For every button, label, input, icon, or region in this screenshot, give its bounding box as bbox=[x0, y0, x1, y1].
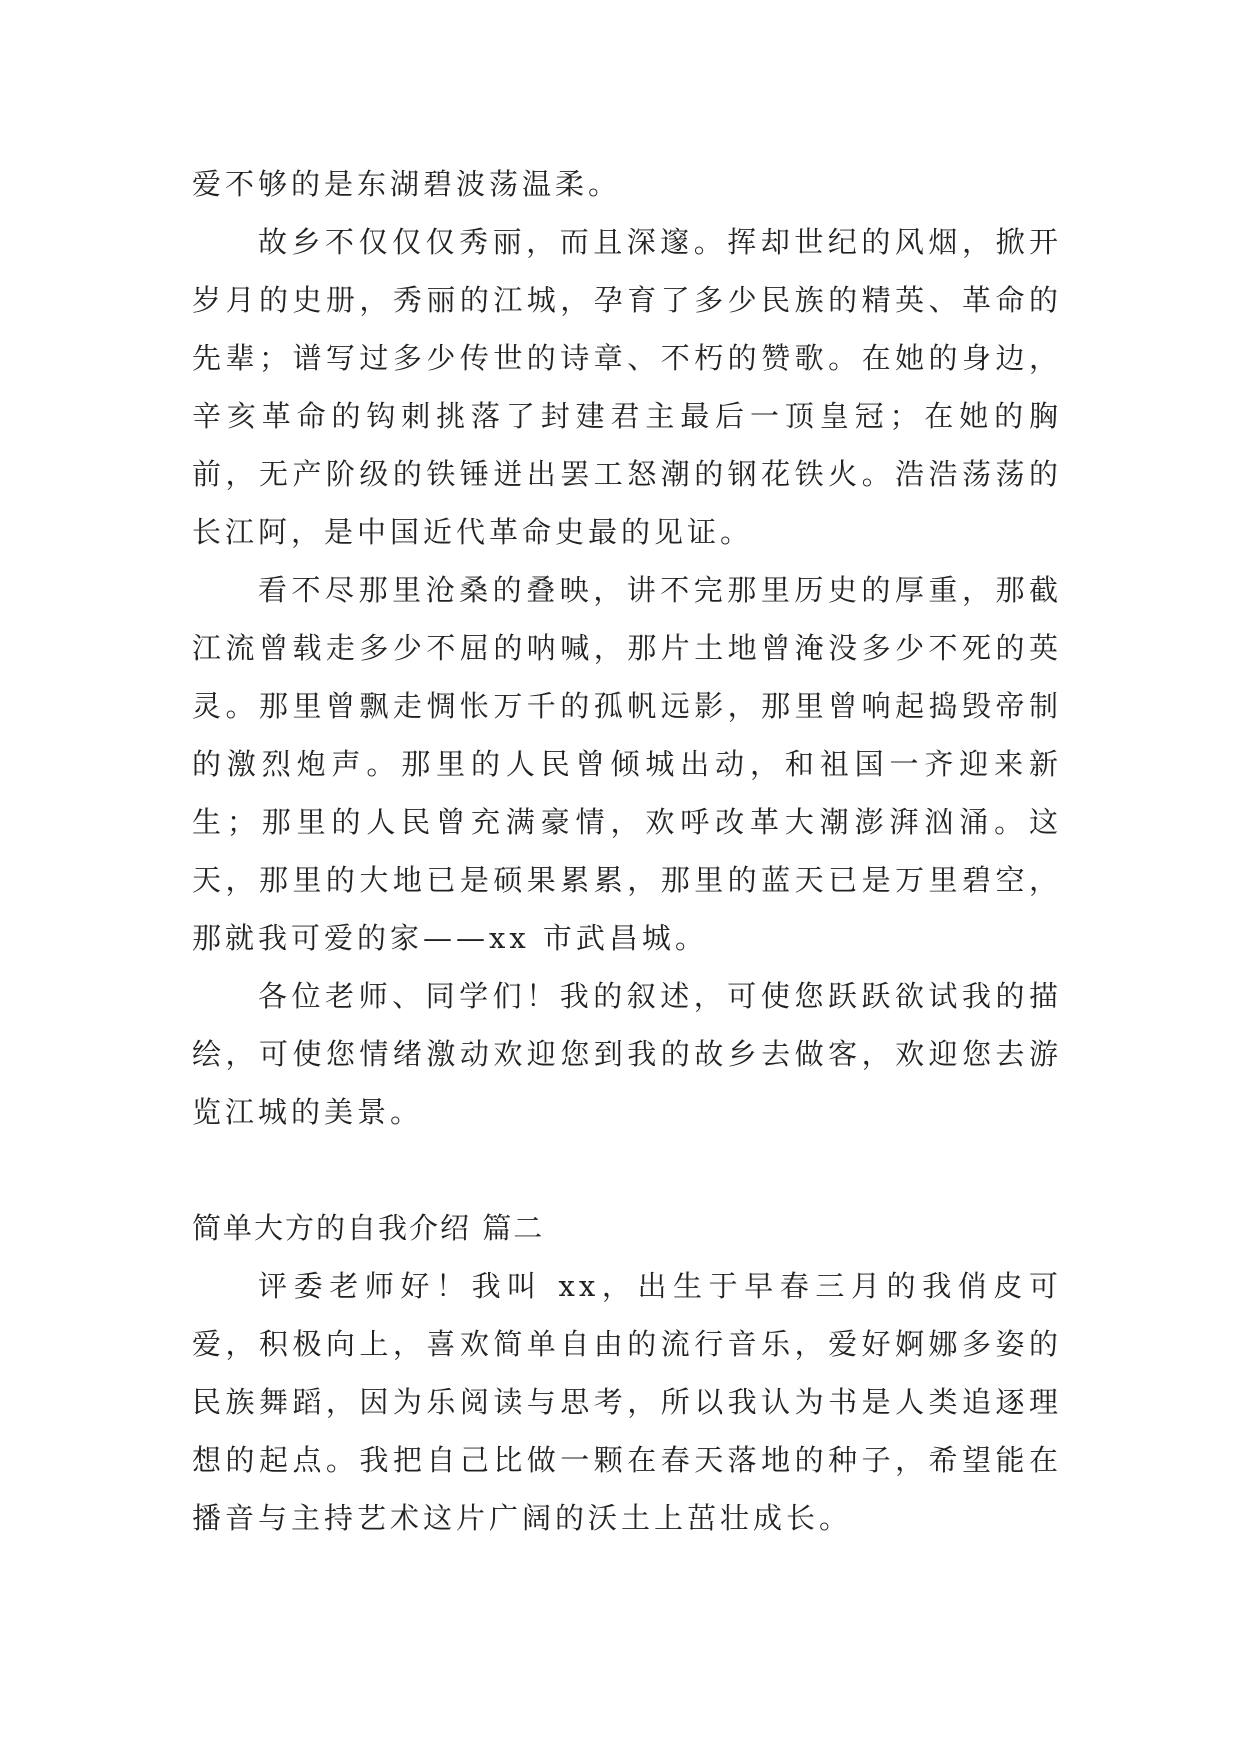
section-heading: 简单大方的自我介绍 篇二 bbox=[192, 1211, 545, 1245]
paragraph-continuation: 爱不够的是东湖碧波荡温柔。 bbox=[192, 167, 622, 201]
paragraph-self-introduction: 评委老师好！我叫 xx，出生于早春三月的我俏皮可爱，积极向上，喜欢简单自由的流行音乐，爱好婀娜多姿的民族舞蹈，因为乐阅读与思考，所以我认为书是人类追逐理想的起点。我把自己比做一颗在春天落地的种子，希望能在播音与主持艺术这片广阔的沃土上茁壮成长。 bbox=[192, 1269, 1062, 1535]
paragraph-invitation: 各位老师、同学们！我的叙述，可使您跃跃欲试我的描绘，可使您情绪激动欢迎您到我的故乡去做客，欢迎您去游览江城的美景。 bbox=[192, 979, 1062, 1129]
document-body bbox=[192, 155, 1062, 1547]
paragraph-hometown-history: 故乡不仅仅仅秀丽，而且深邃。挥却世纪的风烟，掀开岁月的史册，秀丽的江城，孕育了多少民族的精英、革命的先辈；谱写过多少传世的诗章、不朽的赞歌。在她的身边，辛亥革命的钩刺挑落了封建君主最后一顶皇冠；在她的胸前，无产阶级的铁锤迸出罢工怒潮的钢花铁火。浩浩荡荡的长江阿，是中国近代革命史最的见证。 bbox=[192, 225, 1062, 549]
paragraph-hometown-vicissitudes: 看不尽那里沧桑的叠映，讲不完那里历史的厚重，那截江流曾载走多少不屈的呐喊，那片土地曾淹没多少不死的英灵。那里曾飘走惆怅万千的孤帆远影，那里曾响起捣毁帝制的激烈炮声。那里的人民曾倾城出动，和祖国一齐迎来新生；那里的人民曾充满豪情，欢呼改革大潮澎湃汹涌。这天，那里的大地已是硕果累累，那里的蓝天已是万里碧空，那就我可爱的家——xx 市武昌城。 bbox=[192, 573, 1062, 955]
